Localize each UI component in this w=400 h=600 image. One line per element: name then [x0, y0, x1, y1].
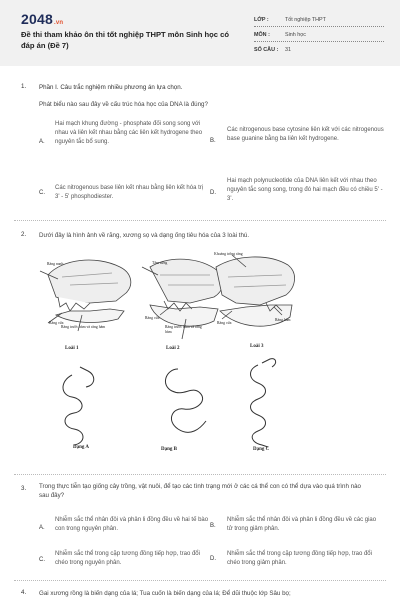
site-logo[interactable]: [21, 11, 63, 27]
gut-type-c: [251, 365, 269, 447]
question-number: 1.: [21, 83, 27, 90]
question-text: Phát biểu nào sau đây về cấu trúc hóa học của DNA là đúng?: [39, 101, 208, 108]
option-b[interactable]: Nhiễm sắc thể nhân đôi và phân li đồng đều về các giao tử trong giảm phân.: [227, 517, 377, 532]
option-label-d: D.: [210, 190, 216, 196]
skull-illustration: [0, 245, 400, 465]
gut-type-a: [63, 375, 83, 445]
skull-species-3: [216, 255, 295, 326]
gut-c-label: Dạng C: [253, 447, 270, 452]
question-divider: [14, 474, 386, 475]
question-divider: [14, 580, 386, 581]
label-incisor-1: Răng cửa: [49, 321, 64, 325]
label-canine: Răng nanh: [47, 262, 64, 266]
question-number: 3.: [21, 485, 27, 492]
question-text: Trong thực tiễn tạo giống cây trồng, vật nuôi, để tạo các tình trạng mới ở các cá thể con có thể dựa vào quá trình nào sau đây?: [39, 483, 361, 499]
option-d[interactable]: Hai mạch polynucleotide của DNA liên kết với nhau theo nguyên tắc song song, trong đó hai mạch đều có chiều 5' - 3'.: [227, 178, 383, 202]
meta-divider: [254, 41, 384, 42]
gut-type-b: [165, 369, 206, 432]
meta-count-value: 31: [285, 47, 291, 53]
meta-class-key: LỚP :: [254, 17, 269, 23]
label-molar-2: Răng trước hàm và răng hàm: [165, 325, 202, 334]
meta-count-key: SỐ CÂU :: [254, 47, 279, 53]
section-heading: Phần I. Câu trắc nghiệm nhiều phương án lựa chọn.: [39, 84, 183, 91]
gut-b-label: Dạng B: [161, 447, 177, 452]
question-number: 4.: [21, 589, 27, 596]
page-header: [0, 0, 400, 66]
label-molar-1: Răng trước hàm và răng hàm: [61, 325, 106, 329]
species-2-label: Loài 2: [166, 346, 180, 351]
meta-class-value: Tốt nghiệp THPT: [285, 17, 326, 23]
label-diastema: Khoảng trống răng: [214, 252, 243, 256]
label-horn-plate: Tấm sừng: [152, 261, 168, 265]
option-c[interactable]: Các nitrogenous base liên kết nhau bằng liên kết hóa trị 3' - 5' phosphodiester.: [55, 185, 204, 200]
document-title: Đề thi tham khảo ôn thi tốt nghiệp THPT môn Sinh học có đáp án (Đề 7): [21, 30, 229, 50]
question-divider: [14, 220, 386, 221]
option-label-a: A.: [39, 525, 45, 531]
question-number: 2.: [21, 231, 27, 238]
option-label-c: C.: [39, 557, 45, 563]
meta-subject-key: MÔN :: [254, 32, 270, 38]
label-molar-3: Răng hàm: [275, 318, 291, 322]
option-label-a: A.: [39, 139, 45, 145]
meta-subject-value: Sinh học: [285, 32, 306, 38]
gut-a-label: Dạng A: [73, 445, 89, 450]
question-text: Dưới đây là hình ảnh về răng, xương sọ và dạng ống tiêu hóa của 3 loài thú.: [39, 232, 250, 239]
species-3-label: Loài 3: [250, 344, 264, 349]
option-b[interactable]: Các nitrogenous base cytosine liên kết với các nitrogenous base guanine bằng ba liên kết hydrogene.: [227, 127, 384, 142]
question-text: Gai xương rồng là biến dạng của lá; Tua cuốn là biến dạng của lá; Để dũi thuộc lớp Sâu bọ;: [39, 590, 291, 597]
option-d[interactable]: Nhiễm sắc thể trong cặp tương đồng tiếp hợp, trao đổi chéo trong giảm phân.: [227, 551, 372, 566]
gut-shapes: [63, 359, 276, 447]
label-incisor-2: Răng cửa: [145, 316, 160, 320]
option-a[interactable]: Nhiễm sắc thể nhân đôi và phân li đồng đều về hai tế bào con trong nguyên phân.: [55, 517, 209, 532]
species-1-label: Loài 1: [65, 346, 79, 351]
meta-divider: [254, 26, 384, 27]
logo-suffix: .vn: [53, 20, 64, 26]
option-c[interactable]: Nhiễm sắc thể trong cặp tương đồng tiếp hợp, trao đổi chéo trong nguyên phân.: [55, 551, 200, 566]
option-a[interactable]: Hai mạch khung đường - phosphate đối song song với nhau và liên kết nhau bằng các liên kết hydrogene theo nguyên tắc bổ sung.: [55, 121, 203, 145]
option-label-b: B.: [210, 138, 216, 144]
option-label-c: C.: [39, 190, 45, 196]
logo-text: 2048: [21, 11, 53, 27]
option-label-b: B.: [210, 523, 216, 529]
option-label-d: D.: [210, 556, 216, 562]
label-incisor-3: Răng cửa: [217, 321, 232, 325]
